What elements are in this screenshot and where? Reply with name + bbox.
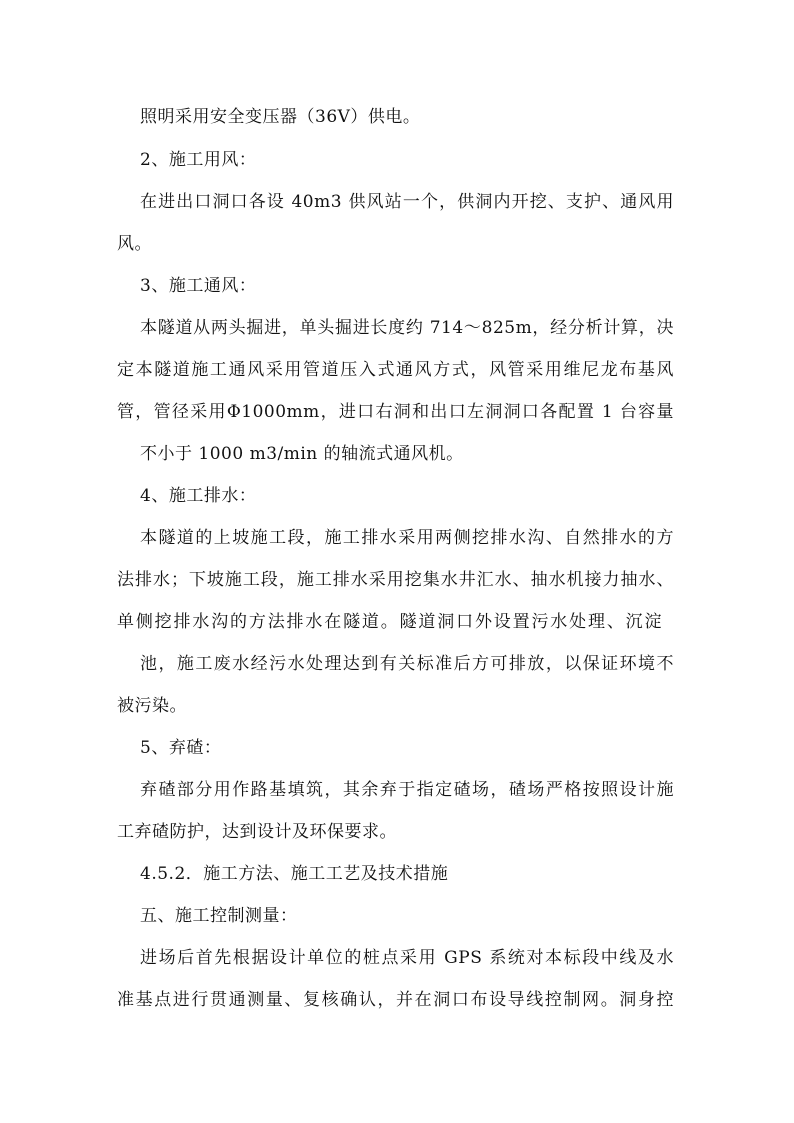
paragraph-line: 弃碴部分用作路基填筑，其余弃于指定碴场，碴场严格按照设计施	[140, 780, 674, 800]
section-heading: 3、施工通风：	[140, 276, 257, 296]
paragraph-line: 法排水；下坡施工段，施工排水采用挖集水井汇水、抽水机接力抽水、	[117, 570, 674, 590]
paragraph-line: 管，管径采用Φ1000mm，进口右洞和出口左洞洞口各配置 1 台容量	[117, 402, 674, 422]
section-heading: 4、施工排水：	[140, 486, 257, 506]
paragraph-line: 不小于 1000 m3/min 的轴流式通风机。	[140, 444, 464, 464]
paragraph-line: 被污染。	[117, 696, 187, 716]
paragraph-line: 风。	[117, 234, 152, 254]
paragraph-line: 工弃碴防护，达到设计及环保要求。	[117, 822, 397, 842]
paragraph-line: 定本隧道施工通风采用管道压入式通风方式，风管采用维尼龙布基风	[117, 360, 674, 380]
paragraph-line: 单侧挖排水沟的方法排水在隧道。隧道洞口外设置污水处理、沉淀	[117, 612, 662, 632]
paragraph-line: 照明采用安全变压器（36V）供电。	[140, 107, 421, 127]
section-heading: 5、弃碴：	[140, 738, 222, 758]
paragraph-line: 本隧道从两头掘进，单头掘进长度约 714～825m，经分析计算，决	[140, 318, 674, 338]
paragraph-line: 在进出口洞口各设 40m3 供风站一个，供洞内开挖、支护、通风用	[140, 192, 674, 212]
paragraph-line: 进场后首先根据设计单位的桩点采用 GPS 系统对本标段中线及水	[140, 948, 674, 968]
section-heading: 五、施工控制测量：	[140, 906, 298, 926]
paragraph-line: 池，施工废水经污水处理达到有关标准后方可排放，以保证环境不	[140, 654, 674, 674]
paragraph-line: 本隧道的上坡施工段，施工排水采用两侧挖排水沟、自然排水的方	[140, 528, 674, 548]
paragraph-line: 准基点进行贯通测量、复核确认，并在洞口布设导线控制网。洞身控	[117, 990, 674, 1010]
section-heading: 4.5.2．施工方法、施工工艺及技术措施	[140, 864, 449, 884]
section-heading: 2、施工用风：	[140, 150, 257, 170]
